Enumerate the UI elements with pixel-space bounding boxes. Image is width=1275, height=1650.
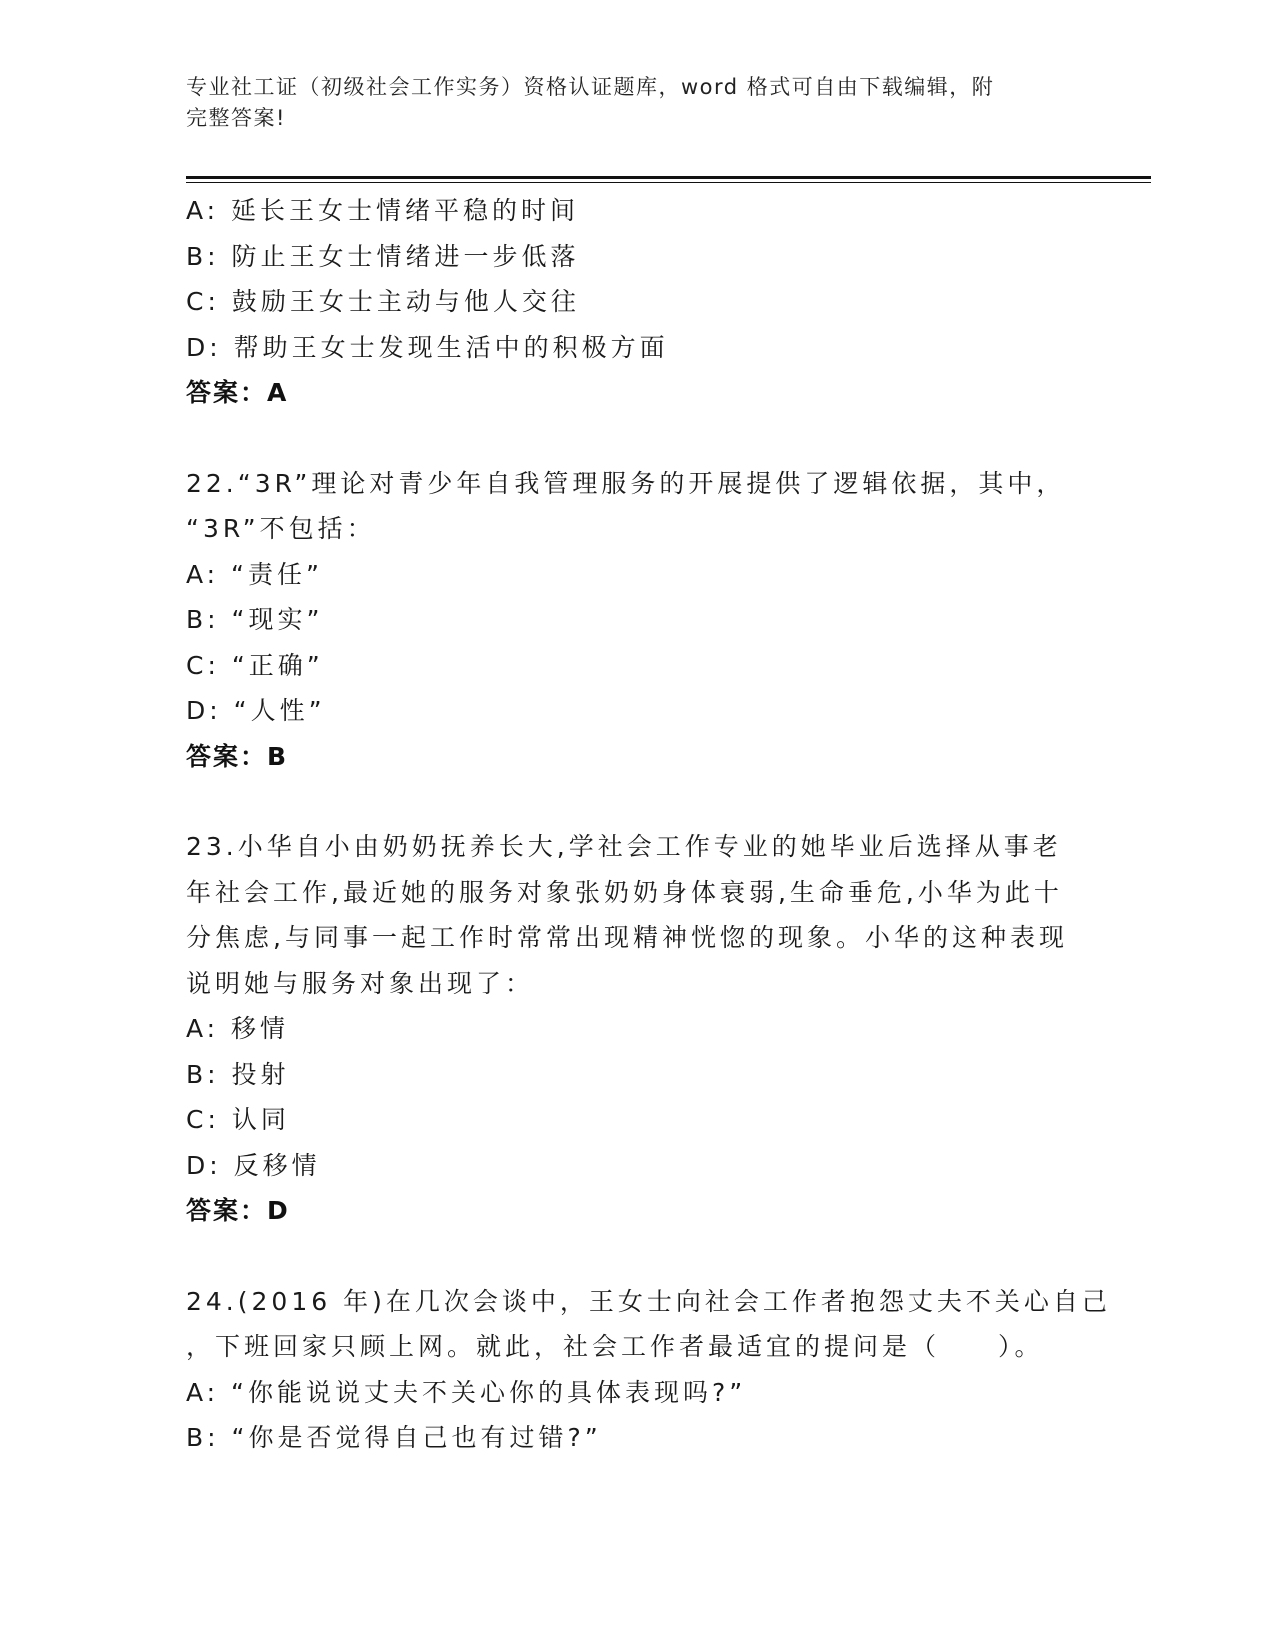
question-stem-line: 22.“3R”理论对青少年自我管理服务的开展提供了逻辑依据，其中， [186, 468, 1066, 498]
option-d: D: 帮助王女士发现生活中的积极方面 [186, 332, 669, 362]
option-a: A: 移情 [186, 1014, 290, 1043]
header-divider-thick [186, 176, 1151, 179]
header-line-1: 专业社工证（初级社会工作实务）资格认证题库，word 格式可自由下载编辑，附 [186, 75, 995, 99]
answer-label: 答案：D [186, 1196, 290, 1225]
option-a: A: 延长王女士情绪平稳的时间 [186, 196, 580, 225]
option-c: C: 认同 [186, 1105, 290, 1134]
page-header [186, 72, 1066, 134]
question-stem-line: “3R”不包括： [186, 514, 376, 543]
question-22 [186, 461, 1086, 780]
question-list [186, 188, 1111, 1461]
option-d: D: 反移情 [186, 1150, 321, 1180]
question-stem-line: 分焦虑,与同事一起工作时常常出现精神恍惚的现象。小华的这种表现 [186, 923, 1068, 952]
option-b: B: “你是否觉得自己也有过错?” [186, 1423, 602, 1452]
question-stem-line: 年社会工作,最近她的服务对象张奶奶身体衰弱,生命垂危,小华为此十 [186, 877, 1063, 907]
answer-label: 答案：A [186, 378, 289, 407]
option-a: A: “责任” [186, 559, 323, 589]
option-d: D: “人性” [186, 696, 326, 725]
question-stem-line: 说明她与服务对象出现了： [186, 968, 535, 998]
answer-label: 答案：B [186, 741, 289, 771]
question-23 [186, 824, 1086, 1234]
option-b: B: 投射 [186, 1059, 290, 1089]
question-stem-line: ，下班回家只顾上网。就此，社会工作者最适宜的提问是（ ）。 [186, 1332, 1044, 1361]
header-line-2: 完整答案! [186, 106, 286, 130]
question-stem-line: 23.小华自小由奶奶抚养长大,学社会工作专业的她毕业后选择从事老 [186, 832, 1062, 861]
option-c: C: 鼓励王女士主动与他人交往 [186, 287, 580, 316]
question-24 [186, 1279, 1111, 1461]
question-stem-line: 24.(2016 年)在几次会谈中，王女士向社会工作者抱怨丈夫不关心自己 [186, 1286, 1111, 1316]
question-21 [186, 188, 1086, 416]
option-b: B: “现实” [186, 605, 324, 634]
option-b: B: 防止王女士情绪进一步低落 [186, 241, 580, 271]
option-a: A: “你能说说丈夫不关心你的具体表现吗?” [186, 1377, 747, 1407]
option-c: C: “正确” [186, 650, 324, 680]
header-divider-thin [186, 182, 1151, 183]
